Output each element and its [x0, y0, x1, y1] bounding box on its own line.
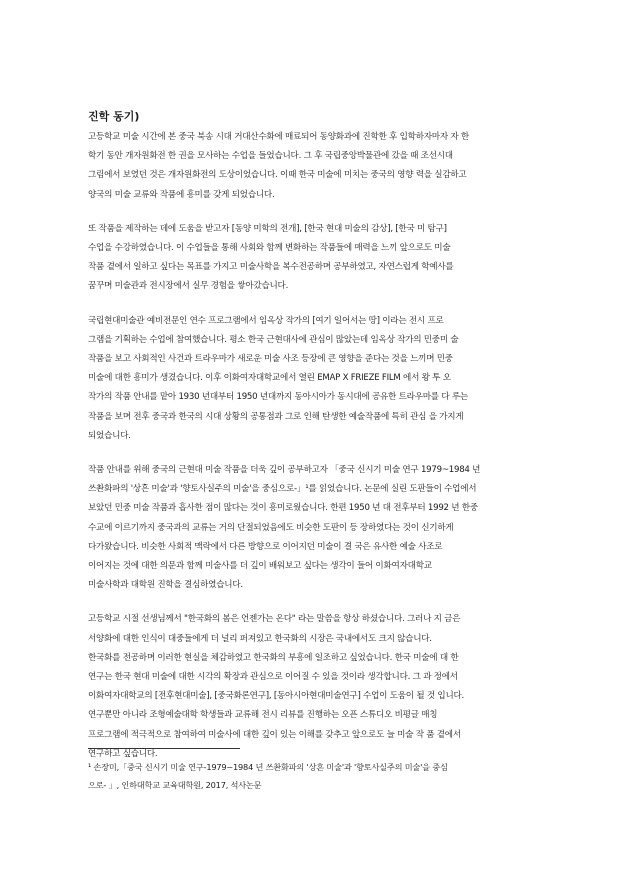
footnote-line: ¹ 손장미,「중국 신시기 미술 연구-1979~1984 년 쓰촨화파의 '상흔 미술'과 '향토사실주의 미술'을 중심	[88, 762, 448, 772]
paragraph-line: 한국화를 전공하며 이러한 현실을 체감하였고 한국화의 부흥에 일조하고 싶었습니다. 한국 미술에 대 한	[88, 652, 459, 663]
paragraph-line: 고등학교 시절 선생님께서 "한국화의 봄은 언젠가는 온다" 라는 말씀을 항상 하셨습니다. 그러나 지 금은	[88, 614, 461, 625]
footnote-divider	[88, 748, 240, 749]
paragraph-3	[88, 312, 540, 446]
paragraph-line: 미술에 대한 흥미가 생겼습니다. 이후 이화여자대학교에서 열린 EMAP X FRIEZE FILM 에서 왕 투 오	[88, 373, 451, 384]
paragraph-line: 작품 곁에서 일하고 싶다는 목표를 가지고 미술사학을 복수전공하며 공부하였고, 자연스럽게 학예사를	[88, 262, 454, 273]
paragraph-line: 학기 동안 개자원화전 한 권을 모사하는 수업을 들었습니다. 그 후 국립중앙박물관에 갔을 때 조선시대	[88, 151, 453, 162]
section-heading: 진학 동기)	[88, 110, 140, 123]
paragraph-line: 작품을 보고 사회적인 사건과 트라우마가 새로운 미술 사조 등장에 큰 영향을 준다는 것을 느끼며 민중	[88, 354, 453, 365]
paragraph-line: 연구뿐만 아니라 조형예술대학 학생들과 교류해 전시 리뷰를 진행하는 오픈 스튜디오 비평글 매칭	[88, 710, 438, 721]
paragraph-line: 국립현대미술관 예비전문인 연수 프로그램에서 임옥상 작가의 [여기 일어서는 땅] 이라는 전시 프로	[88, 315, 444, 326]
paragraph-1	[88, 128, 540, 205]
paragraph-line: 보았던 민중 미술 작품과 흡사한 점이 많다는 것이 흥미로웠습니다. 한편 1950 년 대 전후부터 1992 년 한중	[88, 503, 478, 514]
paragraph-line: 서양화에 대한 인식이 대중들에게 더 널리 퍼져있고 한국화의 시장은 국내에서도 크지 않습니다.	[88, 633, 432, 644]
paragraph-line: 작가의 작품 안내를 맡아 1930 년대부터 1950 년대까지 동아시아가 동시대에 공유한 트라우마를 다 루는	[88, 392, 468, 403]
paragraph-line: 미술사학과 대학원 진학을 결심하였습니다.	[88, 580, 243, 591]
paragraph-line: 꿈꾸며 미술관과 전시장에서 실무 경험을 쌓아갔습니다.	[88, 281, 289, 292]
paragraph-line: 다가왔습니다. 비슷한 사회적 맥락에서 다른 방향으로 이어지던 미술이 결 국은 유사한 예술 사조로	[88, 541, 443, 552]
paragraph-2	[88, 220, 540, 297]
paragraph-line: 작품 안내를 위해 중국의 근현대 미술 작품을 더욱 깊이 공부하고자 「중국 신시기 미술 연구 1979~1984 년	[88, 465, 481, 476]
paragraph-line: 또 작품을 제작하는 데에 도움을 받고자 [동양 미학의 전개], [한국 현대 미술의 감상], [한국 미 탐구]	[88, 223, 447, 234]
body-content	[88, 128, 540, 779]
paragraph-line: 수업을 수강하였습니다. 이 수업들을 통해 사회와 함께 변화하는 작품들에 매력을 느끼 앞으로도 미술	[88, 243, 451, 254]
paragraph-line: 쓰촨화파의 '상흔 미술'과 '향토사실주의 미술'을 중심으로-」¹를 읽었습니다. 논문에 실린 도판들이 수업에서	[88, 484, 477, 495]
footnote-line: 으로- 」, 인하대학교 교육대학원, 2017, 석사논문	[88, 780, 262, 790]
paragraph-4	[88, 461, 540, 595]
paragraph-line: 이어지는 것에 대한 의문과 함께 미술사를 더 깊이 배워보고 싶다는 생각이 들어 이화여자대학교	[88, 561, 432, 572]
footnote	[88, 758, 540, 794]
paragraph-5	[88, 610, 540, 764]
paragraph-line: 연구는 한국 현대 미술에 대한 시각의 확장과 관심으로 이어질 수 있을 것이라 생각합니다. 그 과 정에서	[88, 672, 458, 683]
paragraph-line: 되었습니다.	[88, 430, 131, 441]
paragraph-line: 프로그램에 적극적으로 참여하여 미술사에 대한 깊이 있는 이해를 갖추고 앞으로도 늘 미술 작 품 곁에서	[88, 729, 461, 740]
paragraph-line: 양국의 미술 교류와 작품에 흥미를 갖게 되었습니다.	[88, 189, 275, 200]
paragraph-line: 이화여자대학교의 [전후현대미술], [중국화론연구], [동아시아현대미술연구] 수업이 도움이 될 것 입니다.	[88, 691, 465, 702]
paragraph-line: 연구하고 싶습니다.	[88, 748, 158, 759]
paragraph-line: 수교에 이르기까지 중국과의 교류는 거의 단절되었음에도 비슷한 도판이 등 장하였다는 것이 신기하게	[88, 522, 454, 533]
paragraph-line: 고등학교 미술 시간에 본 중국 북송 시대 거대산수화에 매료되어 동양화과에 진학한 후 입학하자마자 자 한	[88, 132, 469, 142]
paragraph-line: 그램을 기획하는 수업에 참여했습니다. 평소 한국 근현대사에 관심이 많았는데 임옥상 작가의 민중미 술	[88, 334, 459, 345]
paragraph-line: 작품을 보며 전후 중국과 한국의 시대 상황의 공통점과 그로 인해 탄생한 예술작품에 특히 관심 을 가지게	[88, 411, 464, 422]
paragraph-line: 그림에서 보였던 것은 개자원화전의 도상이었습니다. 이때 한국 미술에 미치는 중국의 영향 력을 실감하고	[88, 170, 467, 181]
